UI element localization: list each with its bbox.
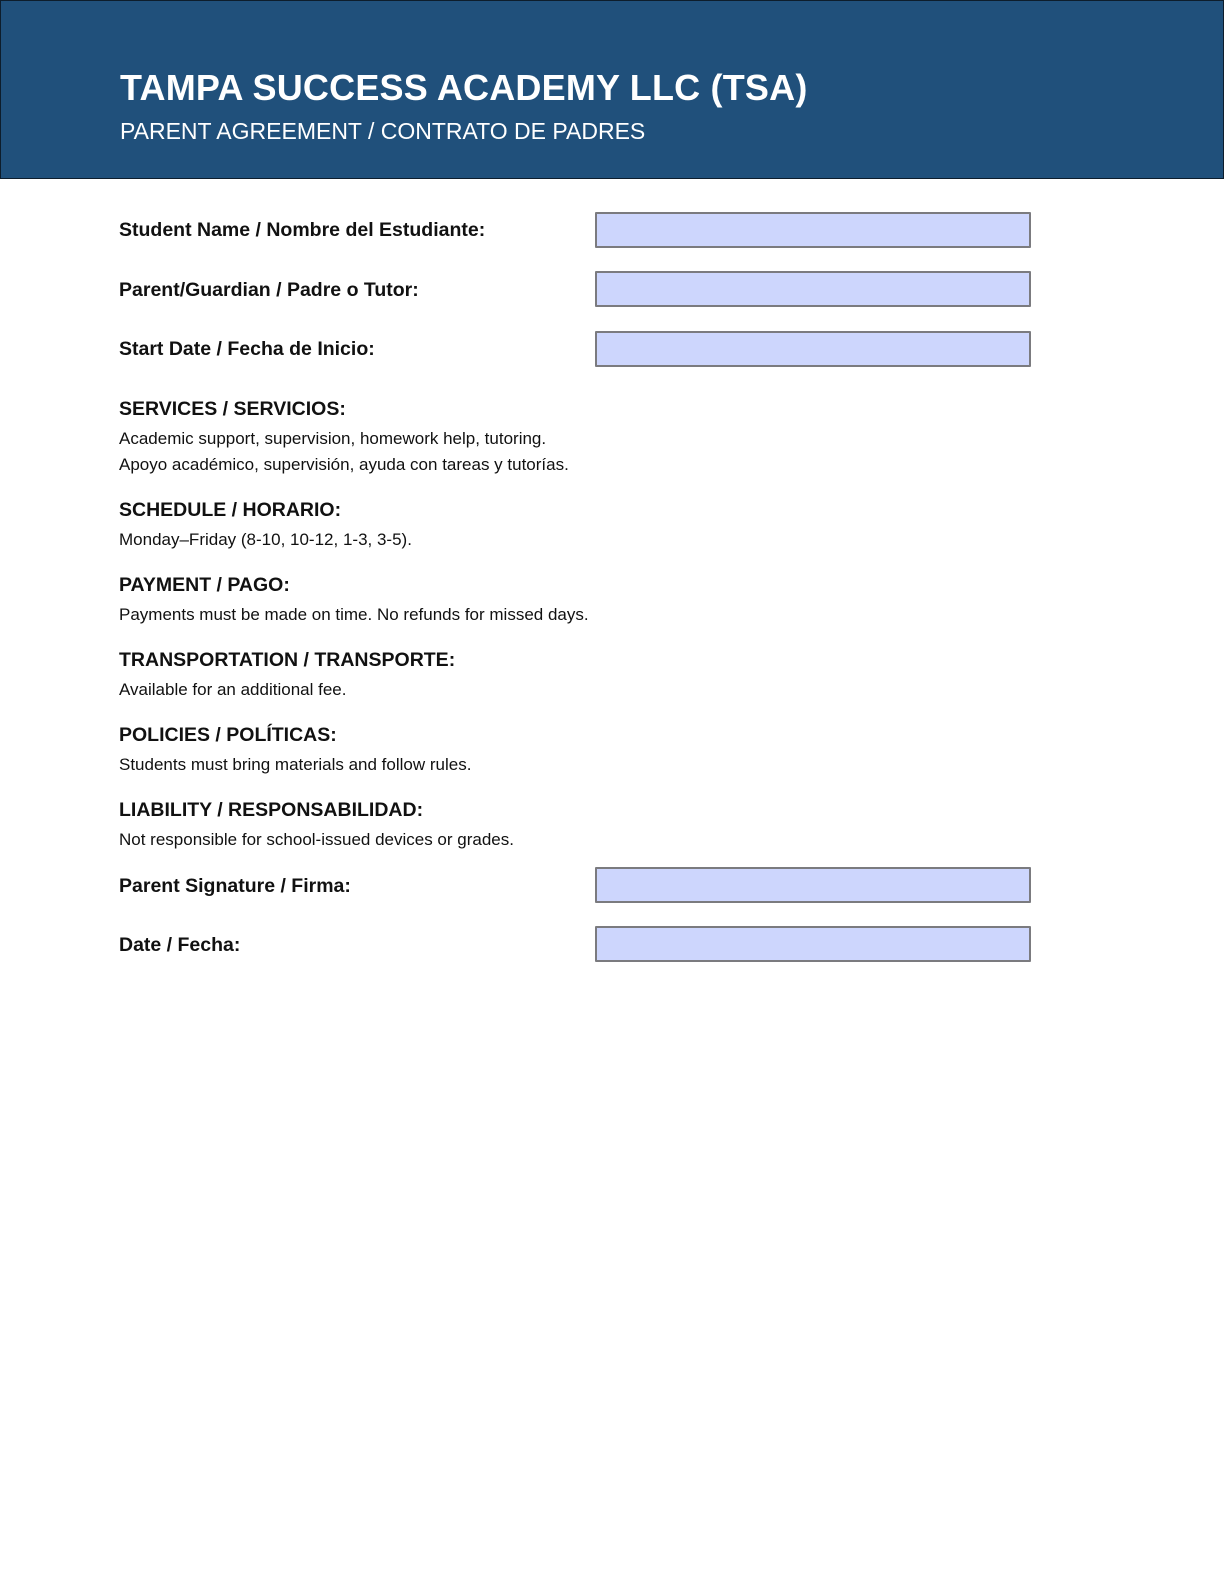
parent-signature-input[interactable] — [595, 867, 1031, 903]
services-heading: SERVICES / SERVICIOS: — [119, 398, 346, 420]
payment-heading: PAYMENT / PAGO: — [119, 574, 290, 596]
payment-text: Payments must be made on time. No refunds for missed days. — [119, 605, 589, 624]
transportation-text: Available for an additional fee. — [119, 680, 347, 699]
policies-heading: POLICIES / POLÍTICAS: — [119, 724, 337, 746]
start-date-input[interactable] — [595, 331, 1031, 367]
start-date-label: Start Date / Fecha de Inicio: — [119, 338, 375, 360]
date-input[interactable] — [595, 926, 1031, 962]
services-text-en: Academic support, supervision, homework help, tutoring. — [119, 429, 547, 448]
document-title: TAMPA SUCCESS ACADEMY LLC (TSA) — [120, 67, 808, 108]
header-banner — [0, 0, 1224, 179]
parent-guardian-label: Parent/Guardian / Padre o Tutor: — [119, 279, 419, 301]
date-label: Date / Fecha: — [119, 934, 241, 956]
transportation-heading: TRANSPORTATION / TRANSPORTE: — [119, 649, 456, 671]
schedule-heading: SCHEDULE / HORARIO: — [119, 499, 342, 521]
liability-text: Not responsible for school-issued devices or grades. — [119, 830, 514, 849]
liability-heading: LIABILITY / RESPONSABILIDAD: — [119, 799, 424, 821]
parent-signature-label: Parent Signature / Firma: — [119, 875, 351, 897]
parent-guardian-input[interactable] — [595, 271, 1031, 307]
document-subtitle: PARENT AGREEMENT / CONTRATO DE PADRES — [120, 118, 646, 144]
schedule-text: Monday–Friday (8-10, 10-12, 1-3, 3-5). — [119, 530, 412, 549]
student-name-label: Student Name / Nombre del Estudiante: — [119, 219, 486, 241]
services-text-es: Apoyo académico, supervisión, ayuda con tareas y tutorías. — [119, 455, 569, 474]
student-name-input[interactable] — [595, 212, 1031, 248]
policies-text: Students must bring materials and follow rules. — [119, 755, 472, 774]
